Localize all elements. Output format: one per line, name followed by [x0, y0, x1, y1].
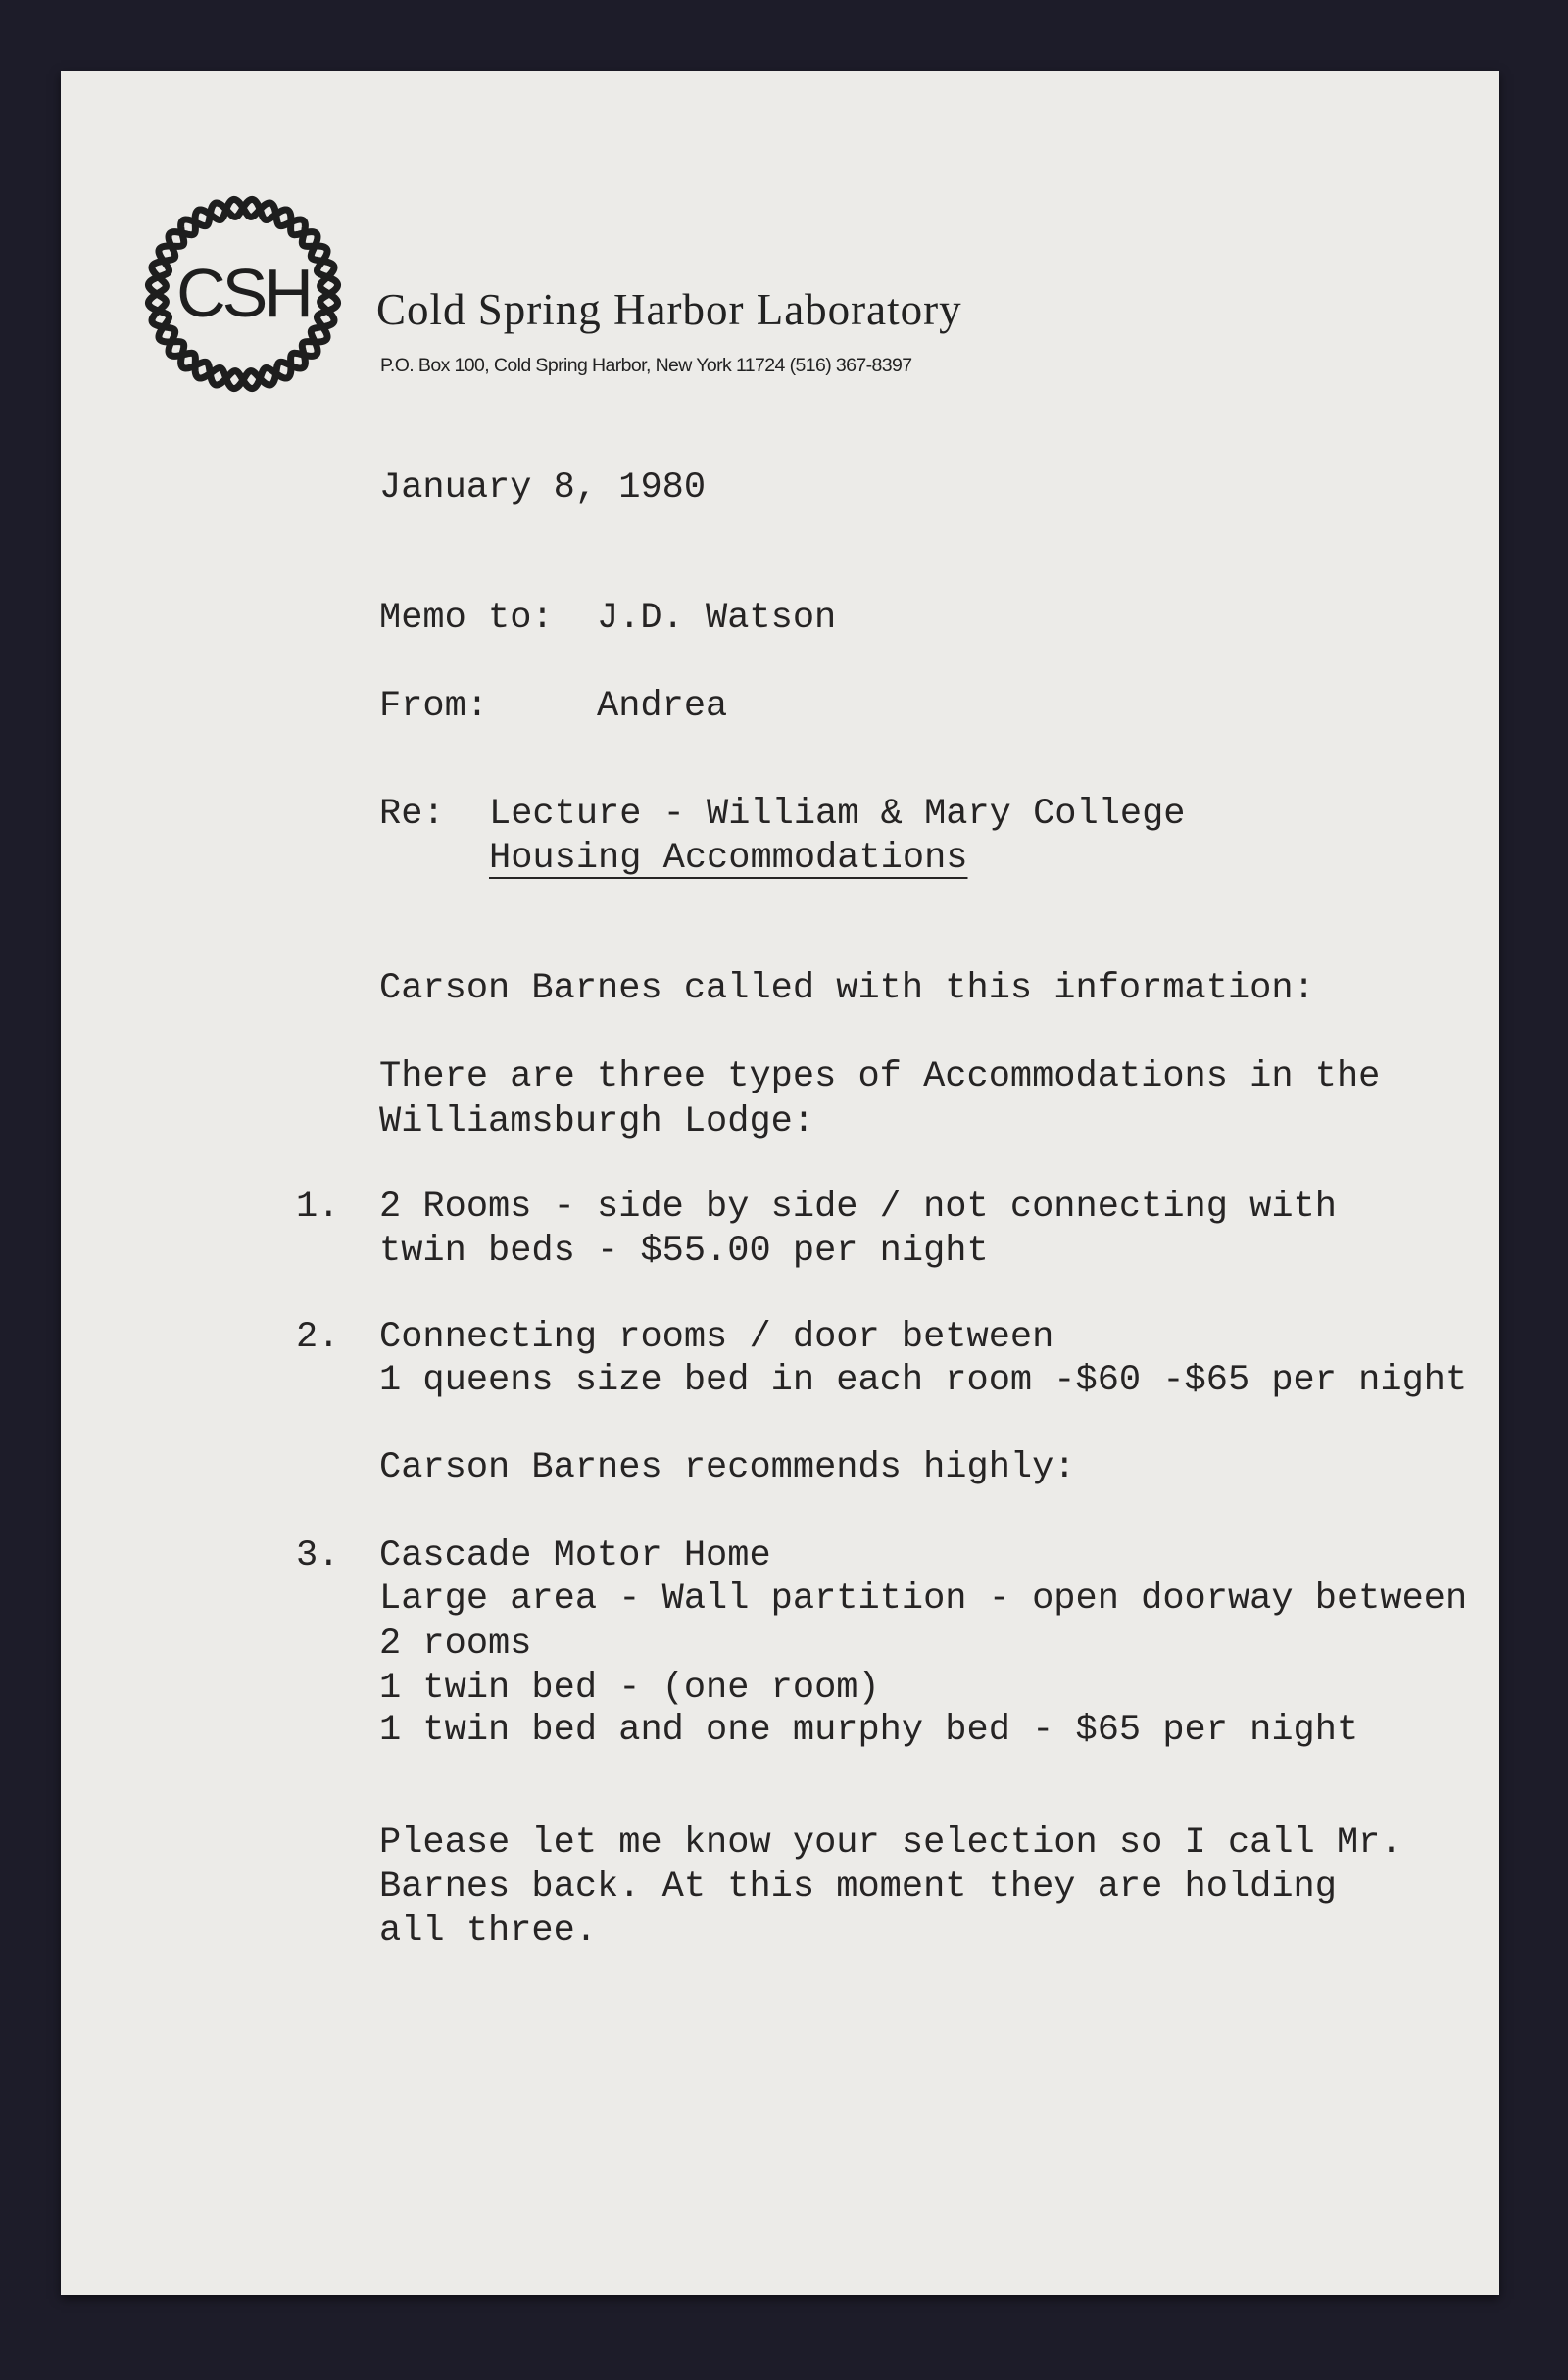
to-value: J.D. Watson [597, 598, 837, 639]
types-line: Williamsburgh Lodge: [379, 1101, 815, 1142]
item-number: 1. [296, 1187, 340, 1228]
item-line: 2 rooms [379, 1624, 532, 1665]
re-label: Re: [379, 794, 445, 835]
closing-line: Barnes back. At this moment they are holding [379, 1867, 1337, 1908]
item-line: twin beds - $55.00 per night [379, 1231, 989, 1272]
item-line: 2 Rooms - side by side / not connecting with [379, 1187, 1337, 1228]
logo-text: CSH [176, 255, 310, 331]
item-line: 1 twin bed and one murphy bed - $65 per night [379, 1710, 1359, 1751]
intro-line: Carson Barnes called with this information: [379, 968, 1315, 1009]
from-label: From: [379, 686, 489, 727]
organization-address: P.O. Box 100, Cold Spring Harbor, New York 11724 (516) 367-8397 [380, 355, 912, 376]
item-line: Connecting rooms / door between [379, 1317, 1054, 1358]
item-line: 1 queens size bed in each room -$60 -$65 per night [379, 1360, 1468, 1401]
types-line: There are three types of Accommodations in the [379, 1056, 1381, 1097]
memo-paper [61, 71, 1499, 2295]
to-label: Memo to: [379, 598, 554, 639]
memo-date: January 8, 1980 [379, 467, 707, 509]
item-number: 2. [296, 1317, 340, 1358]
item-line: Large area - Wall partition - open doorway between [379, 1579, 1468, 1620]
item-line: Cascade Motor Home [379, 1535, 771, 1577]
re-subject: Lecture - William & Mary College [489, 794, 1186, 835]
from-value: Andrea [597, 686, 728, 727]
csh-logo [137, 188, 349, 400]
item-number: 3. [296, 1535, 340, 1577]
closing-line: Please let me know your selection so I call Mr. [379, 1822, 1402, 1864]
organization-name: Cold Spring Harbor Laboratory [376, 285, 962, 334]
item-line: 1 twin bed - (one room) [379, 1668, 880, 1709]
closing-line: all three. [379, 1911, 598, 1952]
re-subject-underlined: Housing Accommodations [489, 838, 968, 879]
recommend-line: Carson Barnes recommends highly: [379, 1447, 1076, 1488]
